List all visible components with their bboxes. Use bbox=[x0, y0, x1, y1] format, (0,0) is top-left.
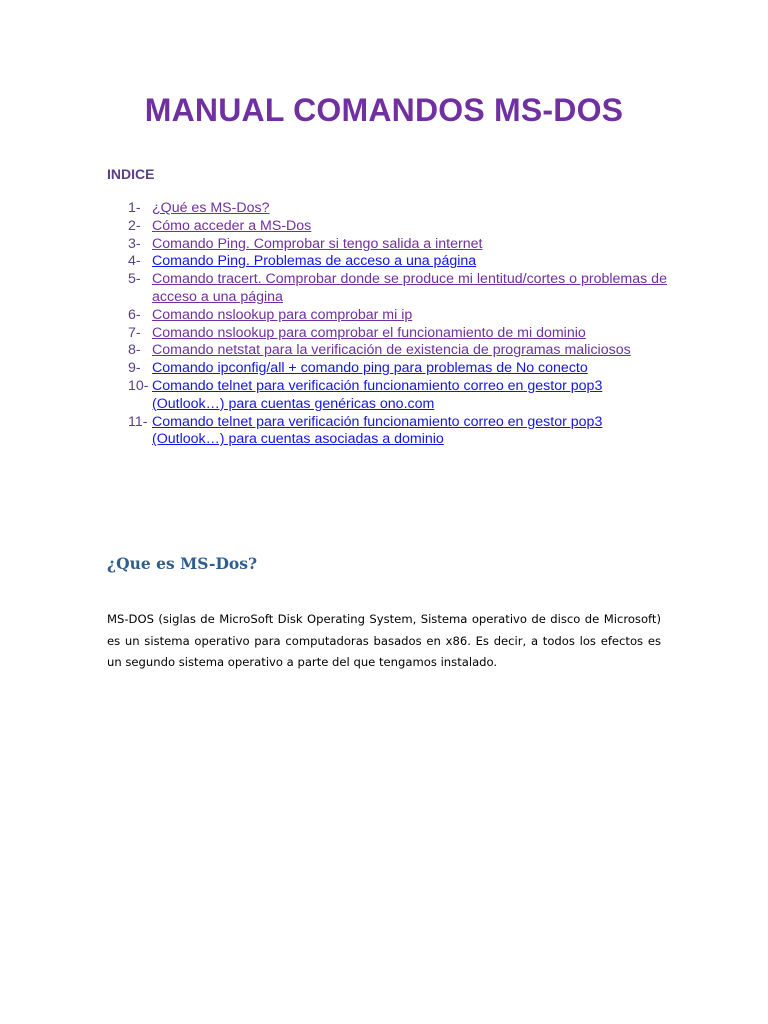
toc-link-telnet-dominio[interactable]: Comando telnet para verificación funcionamiento correo en gestor pop3 (Outlook…) para cuentas asociadas a dominio bbox=[152, 413, 603, 448]
toc-number: 7- bbox=[128, 324, 141, 341]
document-title: MANUAL COMANDOS MS-DOS bbox=[144, 92, 624, 128]
toc-number: 4- bbox=[128, 253, 141, 270]
toc-link-nslookup-dominio[interactable]: Comando nslookup para comprobar el funcionamiento de mi dominio bbox=[152, 324, 586, 341]
toc-number: 11- bbox=[128, 413, 148, 430]
toc-number: 1- bbox=[128, 200, 141, 216]
index-heading: INDICE bbox=[107, 166, 155, 182]
toc-item bbox=[0, 307, 768, 325]
toc-number: 9- bbox=[128, 360, 141, 377]
table-of-contents bbox=[0, 200, 768, 449]
section-body-paragraph: MS-DOS (siglas de MicroSoft Disk Operating System, Sistema operativo de disco de Microsoft) es un sistema operativo para computadoras basados en x86. Es decir, a todos los efectos es un segundo sistema operativo a parte del que tengamos instalado. bbox=[107, 612, 661, 669]
toc-link-nslookup-ip[interactable]: Comando nslookup para comprobar mi ip bbox=[152, 306, 413, 323]
toc-number: 3- bbox=[128, 235, 141, 252]
toc-link-que-es-ms-dos[interactable]: ¿Qué es MS-Dos? bbox=[152, 200, 270, 216]
toc-item bbox=[0, 253, 768, 271]
toc-item bbox=[0, 360, 768, 378]
toc-link-netstat[interactable]: Comando netstat para la verificación de existencia de programas maliciosos bbox=[152, 342, 631, 359]
toc-number: 6- bbox=[128, 306, 141, 323]
toc-item bbox=[0, 218, 768, 236]
toc-link-tracert[interactable]: Comando tracert. Comprobar donde se produce mi lentitud/cortes o problemas de acceso a una página bbox=[152, 271, 667, 305]
toc-item bbox=[0, 325, 768, 343]
toc-number: 5- bbox=[128, 271, 141, 288]
section-heading: ¿Que es MS-Dos? bbox=[107, 554, 258, 573]
toc-item bbox=[0, 342, 768, 360]
toc-number: 2- bbox=[128, 217, 141, 234]
toc-item bbox=[0, 414, 768, 450]
toc-item bbox=[0, 378, 768, 414]
toc-number: 8- bbox=[128, 342, 141, 359]
toc-number: 10- bbox=[128, 377, 149, 394]
toc-link-telnet-ono[interactable]: Comando telnet para verificación funcionamiento correo en gestor pop3 (Outlook…) para cuentas genéricas ono.com bbox=[152, 377, 603, 412]
toc-link-ping-salida-internet[interactable]: Comando Ping. Comprobar si tengo salida a internet bbox=[152, 235, 483, 252]
toc-item bbox=[0, 200, 768, 218]
toc-link-ipconfig[interactable]: Comando ipconfig/all + comando ping para problemas de No conecto bbox=[152, 360, 588, 377]
toc-link-ping-problemas-acceso[interactable]: Comando Ping. Problemas de acceso a una página bbox=[152, 253, 477, 270]
toc-link-como-acceder[interactable]: Cómo acceder a MS-Dos bbox=[152, 217, 312, 234]
toc-item bbox=[0, 236, 768, 254]
toc-item bbox=[0, 271, 768, 307]
